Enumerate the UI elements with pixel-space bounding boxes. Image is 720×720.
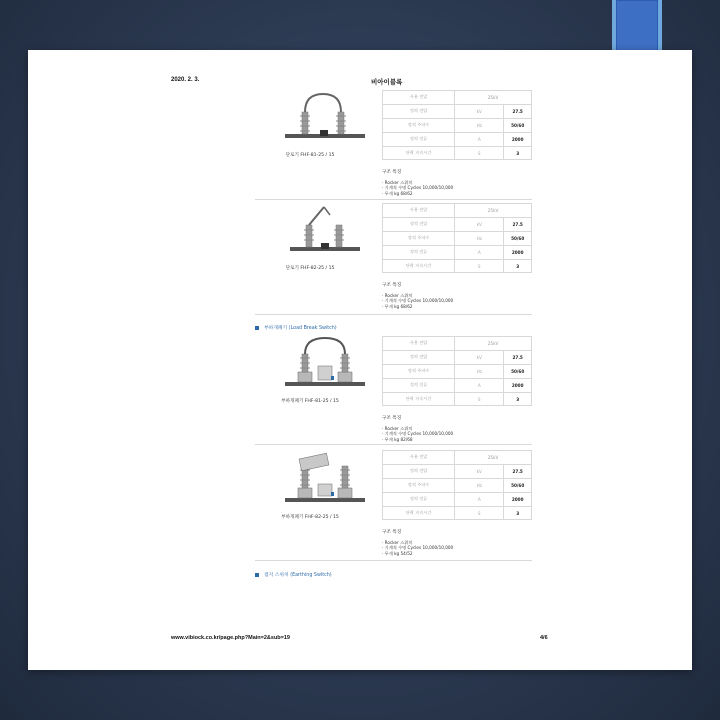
spec-label: 단락 지속시간: [383, 146, 455, 160]
spec-label: 사용 전압: [383, 451, 455, 465]
feature-line: · 기계적 수명 Cycles 10,000/10,000: [382, 185, 454, 191]
site-title: 비아이블록: [371, 78, 403, 86]
spec-voltage: 25kV: [455, 204, 532, 218]
structure-heading: 구조 특징: [382, 170, 402, 175]
spec-unit: A: [455, 378, 504, 392]
spec-label: 단락 지속시간: [383, 392, 455, 406]
spec-label: 정격 전압: [383, 217, 455, 231]
spec-label: 정격 전류: [383, 132, 455, 146]
structure-heading: 구조 특징: [382, 283, 402, 288]
spec-value: 50/60: [504, 118, 532, 132]
spec-unit: S: [455, 259, 504, 273]
spec-value: 3: [504, 146, 532, 160]
structure-features: [382, 170, 453, 196]
structure-heading: 구조 특징: [382, 416, 402, 421]
spec-label: 정격 전류: [383, 492, 455, 506]
spec-value: 3: [504, 392, 532, 406]
product-caption: 단로기 FHF-82-25 / 15: [285, 266, 335, 271]
spec-unit: Hz: [455, 478, 504, 492]
spec-value: 27.5: [504, 217, 532, 231]
feature-line: · 무게 kg 54/52: [382, 550, 413, 556]
document-page: [28, 50, 692, 670]
divider: [255, 314, 532, 315]
bullet-square-icon: [255, 573, 259, 577]
spec-voltage: 25kV: [455, 337, 532, 351]
section-heading-load-break[interactable]: [255, 324, 337, 331]
spec-unit: A: [455, 132, 504, 146]
spec-unit: A: [455, 245, 504, 259]
spec-table: [382, 90, 532, 160]
spec-table: [382, 450, 532, 520]
divider: [255, 560, 532, 561]
spec-value: 2000: [504, 378, 532, 392]
spec-value: 3: [504, 506, 532, 520]
spec-label: 정격 주파수: [383, 364, 455, 378]
structure-heading: 구조 특징: [382, 530, 402, 535]
feature-line: · Rocker 스위치: [382, 426, 413, 432]
spec-unit: Hz: [455, 231, 504, 245]
divider: [255, 444, 532, 445]
structure-features: [382, 530, 453, 556]
feature-line: · 무게 kg 82/68: [382, 436, 413, 442]
feature-line: · 기계적 수명 Cycles 10,000/10,000: [382, 298, 454, 304]
feature-line: · 기계적 수명 Cycles 10,000/10,000: [382, 545, 454, 551]
spec-voltage: 25kV: [455, 91, 532, 105]
section-label: 부하개폐기 (Load Break Switch): [264, 326, 337, 331]
feature-line: · 무게 kg 68/62: [382, 303, 413, 309]
spec-unit: S: [455, 506, 504, 520]
spec-label: 정격 전류: [383, 378, 455, 392]
divider: [255, 199, 532, 200]
section-label: 접지 스위치 (Earthing Switch): [264, 573, 332, 578]
spec-label: 사용 전압: [383, 204, 455, 218]
spec-value: 2000: [504, 132, 532, 146]
spec-voltage: 25kV: [455, 451, 532, 465]
disconnector-icon: [280, 203, 370, 263]
spec-label: 정격 주파수: [383, 231, 455, 245]
spec-label: 사용 전압: [383, 337, 455, 351]
spec-value: 3: [504, 259, 532, 273]
spec-value: 50/60: [504, 231, 532, 245]
spec-unit: Hz: [455, 118, 504, 132]
product-caption: 단로기 FHF-81-25 / 15: [285, 153, 335, 158]
spec-unit: S: [455, 392, 504, 406]
spec-value: 2000: [504, 492, 532, 506]
product-caption: 부하개폐기 FHF-82-25 / 15: [281, 515, 339, 520]
feature-line: · Rocker 스위치: [382, 293, 413, 299]
feature-line: · 기계적 수명 Cycles 10,000/10,000: [382, 431, 454, 437]
spec-label: 정격 전압: [383, 104, 455, 118]
spec-label: 정격 주파수: [383, 118, 455, 132]
spec-value: 27.5: [504, 104, 532, 118]
spec-label: 정격 전압: [383, 464, 455, 478]
feature-line: · Rocker 스위치: [382, 540, 413, 546]
spec-value: 2000: [504, 245, 532, 259]
product-caption: 부하개폐기 FHF-81-25 / 15: [281, 399, 339, 404]
footer-page-number: 4/6: [540, 635, 548, 641]
spec-label: 단락 지속시간: [383, 506, 455, 520]
spec-table: [382, 336, 532, 406]
load-break-switch-icon: [280, 336, 370, 396]
spec-label: 단락 지속시간: [383, 259, 455, 273]
spec-unit: kV: [455, 104, 504, 118]
spec-table: [382, 203, 532, 273]
spec-unit: A: [455, 492, 504, 506]
spec-label: 사용 전압: [383, 91, 455, 105]
print-date: 2020. 2. 3.: [171, 77, 200, 83]
spec-unit: kV: [455, 350, 504, 364]
feature-line: · 무게 kg 68/62: [382, 190, 413, 196]
load-break-switch-icon: [280, 450, 370, 510]
spec-value: 27.5: [504, 350, 532, 364]
spec-unit: Hz: [455, 364, 504, 378]
section-heading-earthing[interactable]: [255, 571, 332, 578]
structure-features: [382, 416, 453, 442]
spec-value: 27.5: [504, 464, 532, 478]
footer-url: www.vibiock.co.kr/page.php?Main=2&sub=19: [171, 635, 290, 641]
spec-value: 50/60: [504, 364, 532, 378]
bullet-square-icon: [255, 326, 259, 330]
structure-features: [382, 283, 453, 309]
spec-unit: kV: [455, 464, 504, 478]
spec-label: 정격 전류: [383, 245, 455, 259]
spec-unit: kV: [455, 217, 504, 231]
spec-value: 50/60: [504, 478, 532, 492]
spec-label: 정격 전압: [383, 350, 455, 364]
disconnector-icon: [280, 90, 370, 150]
spec-unit: S: [455, 146, 504, 160]
feature-line: · Rocker 스위치: [382, 180, 413, 186]
spec-label: 정격 주파수: [383, 478, 455, 492]
